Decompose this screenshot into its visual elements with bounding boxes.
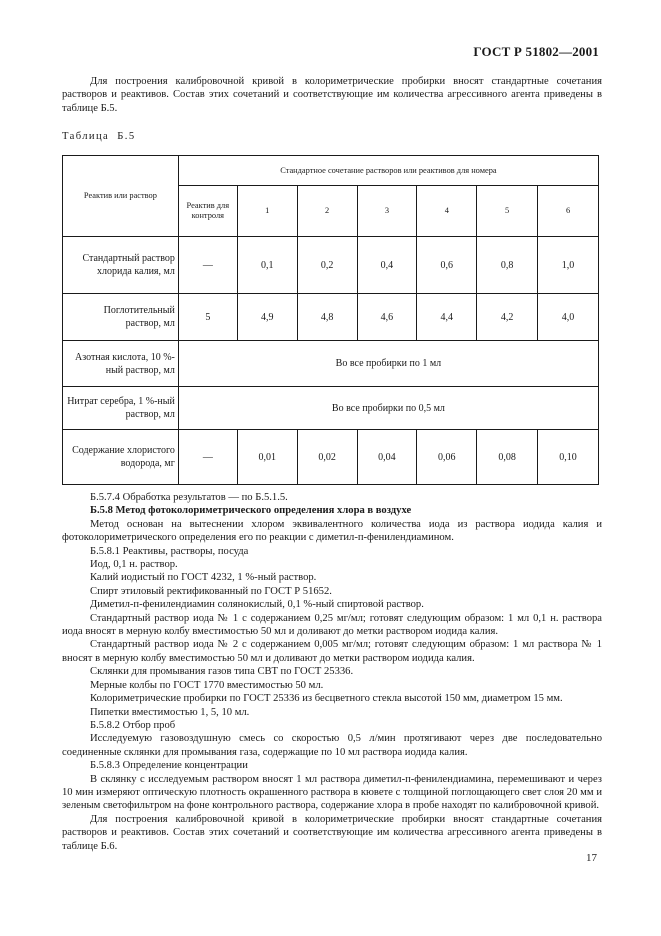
row-label: Стандартный раствор хлорида калия, мл (63, 237, 179, 294)
header-col-3: 3 (357, 186, 417, 237)
value-cell: 4,4 (417, 294, 477, 341)
table-caption-number: Б.5 (117, 131, 136, 142)
reagent-item: Стандартный раствор иода № 1 с содержанием 0,25 мг/мл; готовят следующим образом: 1 мл 0,1 н. раствора иода вносят в мерную колбу вместимостью 50 мл и доливают до метки раствором иодида калия. (62, 612, 602, 638)
method-description: Метод основан на вытеснении хлором эквивалентного количества иода из раствора иодида калия и фотоколориметрического определения его по реакции с диметил-п-фенилендиамином. (62, 518, 602, 544)
equipment-item: Мерные колбы по ГОСТ 1770 вместимостью 50 мл. (90, 679, 324, 691)
header-col-4: 4 (417, 186, 477, 237)
control-cell: — (178, 430, 237, 485)
value-cell: 4,6 (357, 294, 417, 341)
table-row (63, 387, 599, 430)
row-label: Поглотительный раствор, мл (63, 294, 179, 341)
section-b583-heading: Б.5.8.3 Определение концентрации (90, 760, 248, 772)
value-cell: 0,6 (417, 237, 477, 294)
value-cell: 0,8 (477, 237, 538, 294)
table-caption (62, 131, 136, 142)
value-cell: 4,2 (477, 294, 538, 341)
value-cell: 0,4 (357, 237, 417, 294)
standard-header: ГОСТ Р 51802—2001 (473, 44, 599, 59)
body-text (62, 491, 602, 853)
merged-cell: Во все пробирки по 0,5 мл (178, 387, 598, 430)
value-cell: 0,04 (357, 430, 417, 485)
reagent-item: Диметил-п-фенилендиамин солянокислый, 0,1 %-ный спиртовой раствор. (90, 599, 424, 611)
value-cell: 0,08 (477, 430, 538, 485)
row-label: Содержание хлористого водорода, мг (63, 430, 179, 485)
value-cell: 0,2 (297, 237, 357, 294)
header-col-1: 1 (237, 186, 297, 237)
equipment-item: Колориметрические пробирки по ГОСТ 25336 из бесцветного стекла высотой 150 мм, диаметром 15 мм. (90, 693, 563, 705)
value-cell: 1,0 (538, 237, 599, 294)
value-cell: 0,06 (417, 430, 477, 485)
reagent-item: Иод, 0,1 н. раствор. (90, 559, 178, 571)
value-cell: 4,8 (297, 294, 357, 341)
value-cell: 4,9 (237, 294, 297, 341)
value-cell: 0,1 (237, 237, 297, 294)
header-col-6: 6 (538, 186, 599, 237)
row-label: Азотная кислота, 10 %-ный раствор, мл (63, 341, 179, 387)
reagent-item: Калий иодистый по ГОСТ 4232, 1 %-ный раствор. (90, 572, 317, 584)
merged-cell: Во все пробирки по 1 мл (178, 341, 598, 387)
intro-paragraph: Для построения калибровочной кривой в колориметрические пробирки вносят стандартные сочетания растворов и реактивов. Состав этих сочетаний и соответствующие им количества агрессивного агента приведены в таблице Б.5. (62, 76, 602, 114)
value-cell: 0,02 (297, 430, 357, 485)
section-b582-heading: Б.5.8.2 Отбор проб (90, 719, 176, 731)
header-col-5: 5 (477, 186, 538, 237)
table-b5 (62, 155, 599, 485)
value-cell: 0,10 (538, 430, 599, 485)
page-number: 17 (586, 852, 597, 864)
table-row (63, 341, 599, 387)
table-row (63, 237, 599, 294)
header-col-2: 2 (297, 186, 357, 237)
equipment-item: Склянки для промывания газов типа СВТ по ГОСТ 25336. (90, 666, 354, 678)
control-cell: — (178, 237, 237, 294)
header-reagent: Реактив или раствор (63, 156, 179, 237)
value-cell: 4,0 (538, 294, 599, 341)
calibration-paragraph: Для построения калибровочной кривой в колориметрические пробирки вносят стандартные сочетания растворов и реактивов. Состав этих сочетаний и соответствующие им количества агрессивного агента приведены в таблице Б.6. (62, 813, 602, 852)
section-b581-heading: Б.5.8.1 Реактивы, растворы, посуда (90, 545, 249, 557)
reagent-item: Спирт этиловый ректификованный по ГОСТ Р 51652. (90, 585, 332, 597)
section-b574: Б.5.7.4 Обработка результатов — по Б.5.1.5. (90, 492, 288, 503)
table-row (63, 430, 599, 485)
value-cell: 0,01 (237, 430, 297, 485)
header-control: Реактив для контроля (178, 186, 237, 237)
header-group: Стандартное сочетание растворов или реактивов для номера (178, 156, 598, 186)
section-b58-heading: Б.5.8 Метод фотоколориметрического определения хлора в воздухе (90, 505, 412, 517)
reagent-item: Стандартный раствор иода № 2 с содержанием 0,005 мг/мл; готовят следующим образом: 1 мл раствора № 1 вносят в мерную колбу вместимостью 50 мл и доливают до метки раствором иодида калия. (62, 639, 602, 664)
equipment-item: Пипетки вместимостью 1, 5, 10 мл. (90, 706, 250, 718)
table-row (63, 294, 599, 341)
table-caption-label: Таблица (62, 131, 110, 142)
control-cell: 5 (178, 294, 237, 341)
sampling-paragraph: Исследуемую газовоздушную смесь со скоростью 0,5 л/мин протягивают через две последовательно соединенные склянки для промывания газа, содержащие по 10 мл раствора иодида калия. (62, 733, 602, 758)
row-label: Нитрат серебра, 1 %-ный раствор, мл (63, 387, 179, 430)
concentration-paragraph: В склянку с исследуемым раствором вносят 1 мл раствора диметил-п-фенилендиамина, перемешивают и через 10 мин измеряют оптическую плотность окрашенного раствора в кювете с толщиной поглощающего свет слоя 20 мм и зеленым светофильтром на фоне контрольного раствора, содержание хлора в пробе находят по калибровочной кривой. (62, 773, 602, 812)
